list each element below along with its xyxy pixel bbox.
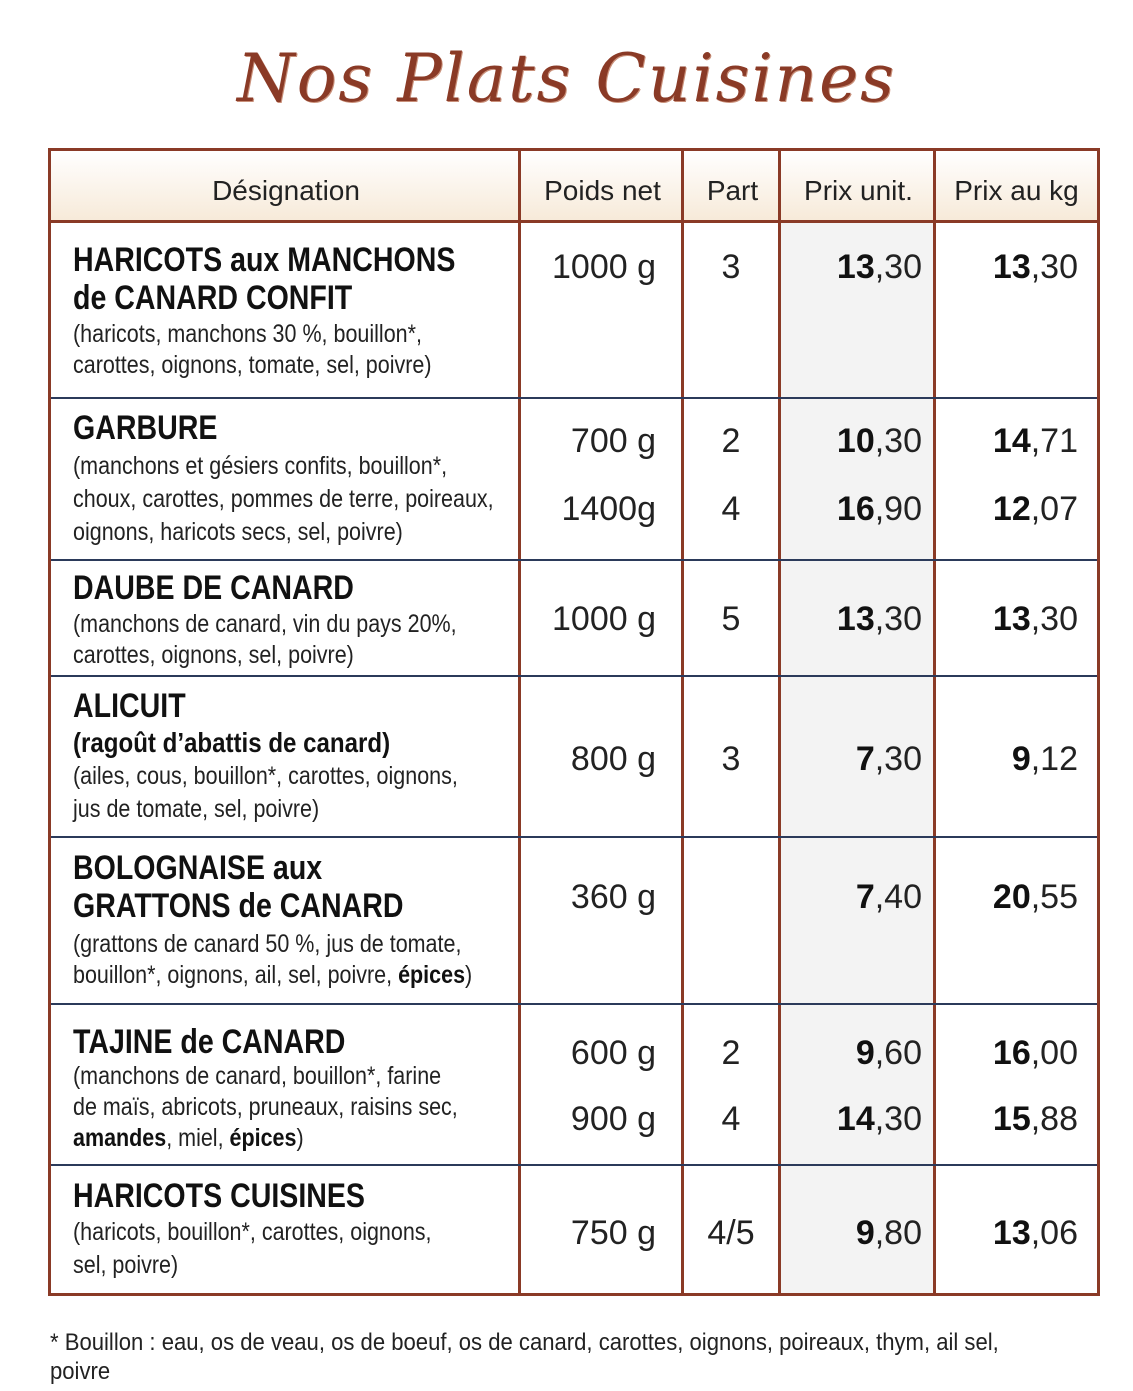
table-row: [73, 569, 519, 671]
row-divider: [51, 559, 1097, 561]
dish-name: GARBURE: [73, 409, 218, 447]
dish-ingredients: sel, poivre): [73, 1251, 179, 1279]
table-row: [73, 849, 537, 991]
prix-unit-value: 7,40: [855, 878, 922, 916]
column-divider: [778, 151, 781, 1293]
poids-value: 750 g: [570, 1214, 656, 1252]
part-value: 4: [721, 1100, 741, 1138]
header-poids: Poids net: [544, 175, 661, 206]
dish-ingredients: (haricots, manchons 30 %, bouillon*,: [73, 320, 422, 348]
poids-value: 360 g: [570, 878, 656, 916]
prix-kg-value: 16,00: [992, 1034, 1078, 1072]
dish-name: ALICUIT: [73, 687, 186, 725]
table-row: [73, 409, 562, 548]
table-row: [73, 1177, 490, 1281]
dish-name: DAUBE DE CANARD: [73, 569, 354, 607]
dish-ingredients: de maïs, abricots, pruneaux, raisins sec,: [73, 1093, 458, 1121]
row-divider: [51, 1003, 1097, 1005]
prix-kg-value: 13,30: [992, 248, 1078, 286]
dish-ingredients: (manchons de canard, vin du pays 20%,: [73, 610, 457, 638]
poids-value: 1000 g: [552, 600, 656, 638]
page-title: Nos Plats Cuisines: [236, 40, 897, 117]
poids-value: 1400g: [561, 490, 656, 528]
part-value: 3: [721, 740, 741, 778]
prix-unit-value: 10,30: [836, 422, 922, 460]
dish-ingredients: (grattons de canard 50 %, jus de tomate,: [73, 930, 462, 958]
prix-kg-value: 14,71: [992, 422, 1078, 460]
poids-value: 700 g: [570, 422, 656, 460]
dish-ingredients: (manchons de canard, bouillon*, farine: [73, 1062, 442, 1090]
dish-ingredients: oignons, haricots secs, sel, poivre): [73, 518, 403, 546]
footnote: * Bouillon : eau, os de veau, os de boeuf, os de canard, carottes, oignons, poireaux, thym, ail sel, poivre: [50, 1329, 999, 1385]
prix-kg-value: 13,30: [992, 600, 1078, 638]
part-value: 3: [721, 248, 741, 286]
dish-ingredients: carottes, oignons, tomate, sel, poivre): [73, 351, 432, 379]
dish-ingredients: (manchons et gésiers confits, bouillon*,: [73, 452, 448, 480]
prix-unit-value: 16,90: [836, 490, 922, 528]
dish-name: HARICOTS CUISINES: [73, 1177, 365, 1215]
part-value: 2: [721, 422, 741, 460]
prix-unit-value: 13,30: [836, 248, 922, 286]
prix-kg-value: 9,12: [1011, 740, 1078, 778]
dish-ingredients: (haricots, bouillon*, carottes, oignons,: [73, 1218, 432, 1246]
part-value: 2: [721, 1034, 741, 1072]
part-value: 4: [721, 490, 741, 528]
row-divider: [51, 836, 1097, 838]
row-divider: [51, 1164, 1097, 1166]
part-value: [684, 877, 778, 917]
table-row: [73, 1023, 520, 1154]
dish-ingredients: bouillon*, oignons, ail, sel, poivre, épices): [73, 961, 473, 989]
poids-value: 800 g: [570, 740, 656, 778]
prix-kg-value: 12,07: [992, 490, 1078, 528]
prix-unit-value: 7,30: [855, 740, 922, 778]
header-part: Part: [706, 175, 759, 206]
dish-ingredients: amandes, miel, épices): [73, 1124, 304, 1152]
table-row: [73, 241, 528, 381]
row-divider: [51, 675, 1097, 677]
dish-ingredients: choux, carottes, pommes de terre, poireaux,: [73, 485, 494, 513]
header-prix-unit: Prix unit.: [804, 175, 913, 206]
dish-name: HARICOTS aux MANCHONS: [73, 241, 456, 279]
dish-ingredients: (ailes, cous, bouillon*, carottes, oignons,: [73, 762, 458, 790]
dish-subtitle: (ragoût d’abattis de canard): [73, 727, 391, 758]
dish-name: de CANARD CONFIT: [73, 279, 353, 317]
header-prix-kg: Prix au kg: [954, 175, 1079, 206]
table-row: [73, 687, 520, 825]
table-header: [51, 151, 1097, 223]
part-value: 4/5: [707, 1214, 755, 1252]
poids-value: 600 g: [570, 1034, 656, 1072]
prix-unit-value: 13,30: [836, 600, 922, 638]
dish-name: BOLOGNAISE aux: [73, 849, 323, 887]
dish-ingredients: jus de tomate, sel, poivre): [73, 795, 320, 823]
prix-unit-value: 9,80: [855, 1214, 922, 1252]
prix-unit-value: 9,60: [855, 1034, 922, 1072]
prix-kg-value: 15,88: [992, 1100, 1078, 1138]
prix-unit-value: 14,30: [836, 1100, 922, 1138]
prix-kg-value: 13,06: [992, 1214, 1078, 1252]
poids-value: 1000 g: [552, 248, 656, 286]
dish-name: GRATTONS de CANARD: [73, 887, 404, 925]
prix-kg-value: 20,55: [992, 878, 1078, 916]
poids-value: 900 g: [570, 1100, 656, 1138]
row-divider: [51, 397, 1097, 399]
header-designation: Désignation: [212, 175, 360, 206]
part-value: 5: [721, 600, 741, 638]
price-table: [48, 148, 1100, 1296]
dish-name: TAJINE de CANARD: [73, 1023, 346, 1061]
dish-ingredients: carottes, oignons, sel, poivre): [73, 641, 354, 669]
